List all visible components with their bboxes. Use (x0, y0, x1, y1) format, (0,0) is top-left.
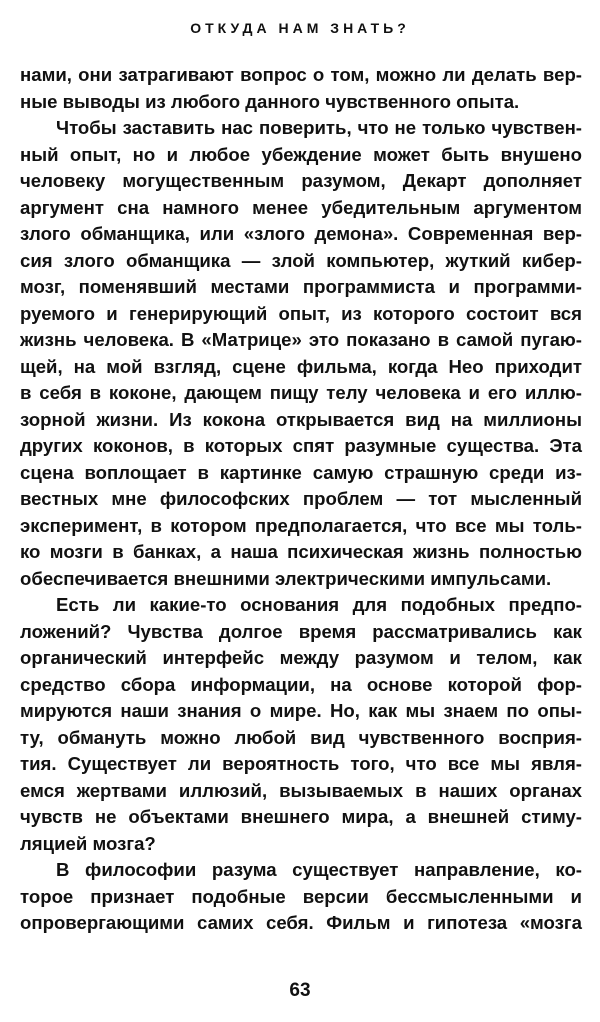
text-line: емся жертвами иллюзий, вызываемых в наших органах (20, 779, 582, 801)
text-line: тия. Существует ли вероятность того, что все мы явля- (20, 753, 582, 774)
text-line: вестных мне философских проблем — тот мысленный (20, 488, 582, 509)
text-line: человеку могущественным разумом, Декарт дополняет (20, 170, 582, 191)
text-line: мозг, поменявший местами программиста и программи- (20, 276, 582, 297)
text-line: ляцией мозга? (20, 832, 156, 854)
text-line: Чтобы заставить нас поверить, что не только чувствен- (56, 117, 582, 138)
text-line: аргумент сна намного менее убедительным аргументом (20, 196, 582, 218)
text-line: ные выводы из любого данного чувственного опыта. (20, 90, 520, 112)
text-line: эксперимент, в котором предполагается, что все мы толь- (20, 514, 582, 536)
text-line: ложений? Чувства долгое время рассматривались как (20, 620, 582, 642)
text-line: средство сбора информации, на основе которой фор- (20, 673, 582, 695)
text-line: в себя в коконе, дающем пищу телу человека и его иллю- (20, 382, 582, 403)
text-line: органический интерфейс между разумом и телом, как (20, 647, 582, 668)
text-line: торое признает подобные версии бессмысленными и (20, 885, 582, 907)
text-line: обеспечивается внешними электрическими импульсами. (20, 567, 552, 589)
text-line: В философии разума существует направление, ко- (56, 859, 582, 880)
text-line: опровергающими самих себя. Фильм и гипотеза «мозга (20, 912, 582, 933)
text-line: мируются наши знания о мире. Но, как мы знаем по опы- (20, 700, 582, 721)
running-head-title: ОТКУДА НАМ ЗНАТЬ? (190, 20, 410, 36)
text-line: ный опыт, но и любое убеждение может быть внушено (20, 143, 582, 165)
text-line: чувств не объектами внешнего мира, а внешней стиму- (20, 806, 582, 827)
text-line: других коконов, в которых спят разумные существа. Эта (20, 435, 582, 456)
text-line: сцена воплощает в картинке самую страшную среди из- (20, 461, 582, 483)
text-line: ту, обмануть можно любой вид чувственного восприя- (20, 726, 582, 748)
text-line: ко мозги в банках, а наша психическая жизнь полностью (20, 541, 582, 562)
text-line: зорной жизни. Из кокона открывается вид на миллионы (20, 408, 582, 430)
text-line: нами, они затрагивают вопрос о том, можно ли делать вер- (20, 64, 582, 85)
body-text (20, 62, 582, 937)
text-line: руемого и генерирующий опыт, из которого состоит вся (20, 302, 582, 324)
text-line: злого обманщика, или «злого демона». Современная вер- (20, 223, 582, 244)
text-line: жизнь человека. В «Матрице» это показано в самой пугаю- (20, 329, 582, 350)
text-line: сия злого обманщика — злой компьютер, жуткий кибер- (20, 249, 582, 271)
text-line: щей, на мой взгляд, сцене фильма, когда Нео приходит (20, 355, 582, 377)
text-line: Есть ли какие-то основания для подобных предпо- (56, 594, 582, 615)
page-number: 63 (289, 980, 311, 1001)
